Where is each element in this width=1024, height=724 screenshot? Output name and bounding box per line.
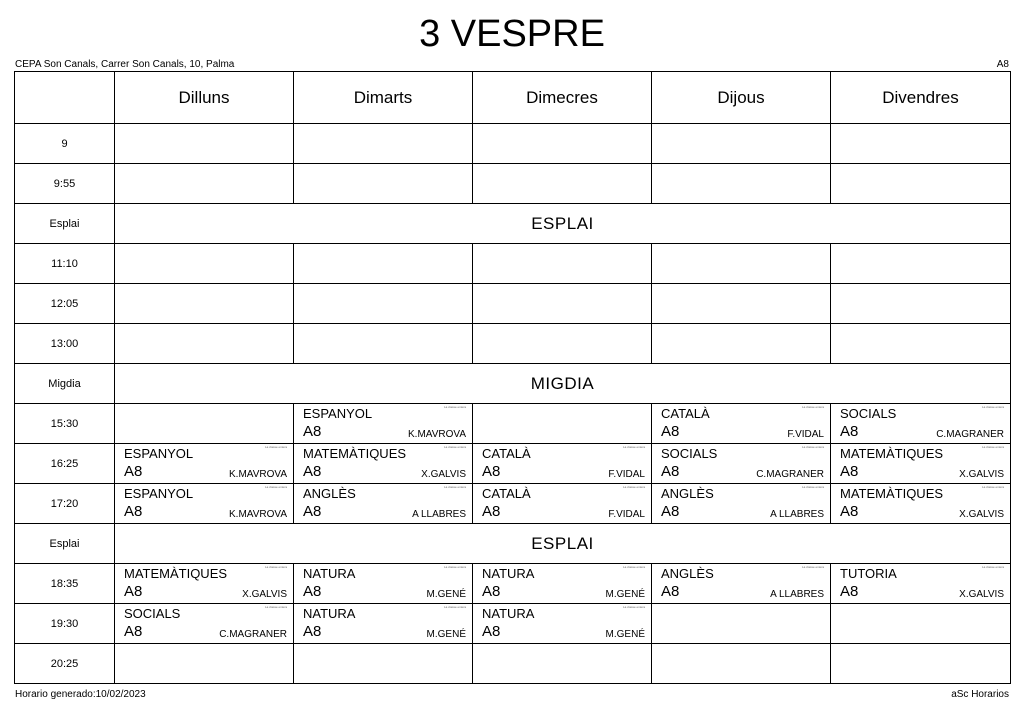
empty-cell [294,284,473,324]
lesson-subject: TUTORIA [840,566,897,581]
lesson-subject: MATEMÀTIQUES [840,486,944,501]
break-banner: ESPLAI [115,204,1011,244]
lesson-cell [115,444,294,484]
period-time: 13:00 [15,324,115,364]
lesson-cell [831,484,1011,524]
lesson-subject: SOCIALS [124,606,181,621]
empty-cell [652,244,831,284]
lesson-teacher: M.GENÉ [605,629,645,640]
period-time: 12:05 [15,284,115,324]
lesson-teacher: X.GALVIS [959,589,1004,600]
lesson-cell [115,484,294,524]
empty-cell [831,124,1011,164]
lesson-room: A8 [124,583,143,600]
lesson-note: La classe entera [264,485,287,489]
lesson-teacher: F.VIDAL [608,469,645,480]
lesson-block [115,484,293,523]
lesson-subject: SOCIALS [840,406,897,421]
period-row [15,404,1011,444]
lesson-block [294,444,472,483]
lesson-cell [473,484,652,524]
empty-cell [115,124,294,164]
lesson-block [652,444,830,483]
period-time: 11:10 [15,244,115,284]
empty-cell [473,284,652,324]
break-row [15,364,1011,404]
day-header: Dijous [652,72,831,124]
period-row [15,444,1011,484]
lesson-block [831,484,1010,523]
empty-cell [115,404,294,444]
lesson-block [294,404,472,443]
lesson-cell [115,564,294,604]
lesson-subject: MATEMÀTIQUES [840,446,944,461]
lesson-note: La classe entera [981,445,1004,449]
lesson-subject: ESPANYOL [124,486,194,501]
timetable-grid [14,71,1011,684]
lesson-cell [473,564,652,604]
lesson-block [831,444,1010,483]
lesson-room: A8 [840,423,859,440]
lesson-subject: MATEMÀTIQUES [303,446,407,461]
lesson-note: La classe entera [801,405,824,409]
lesson-teacher: X.GALVIS [242,589,287,600]
period-row [15,564,1011,604]
lesson-note: La classe entera [443,405,466,409]
lesson-cell [294,404,473,444]
lesson-subject: NATURA [482,566,535,581]
empty-cell [831,244,1011,284]
lesson-subject: NATURA [482,606,535,621]
lesson-room: A8 [661,463,680,480]
period-time: Esplai [15,204,115,244]
break-banner: ESPLAI [115,524,1011,564]
lesson-teacher: F.VIDAL [608,509,645,520]
lesson-block [115,564,293,603]
empty-cell [115,284,294,324]
lesson-note: La classe entera [981,565,1004,569]
corner-cell [15,72,115,124]
period-time: 19:30 [15,604,115,644]
period-time: Esplai [15,524,115,564]
lesson-cell [652,564,831,604]
day-header-row [15,72,1011,124]
period-row [15,124,1011,164]
lesson-room: A8 [303,503,322,520]
empty-cell [294,244,473,284]
lesson-note: La classe entera [981,405,1004,409]
empty-cell [473,644,652,684]
timetable-title: 3 VESPRE [419,13,605,55]
lesson-note: La classe entera [622,445,645,449]
lesson-teacher: M.GENÉ [605,589,645,600]
lesson-teacher: K.MAVROVA [408,429,466,440]
lesson-subject: NATURA [303,606,356,621]
lesson-note: La classe entera [801,565,824,569]
lesson-subject: ANGLÈS [661,566,714,581]
period-row [15,164,1011,204]
lesson-room: A8 [124,463,143,480]
lesson-cell [473,604,652,644]
period-row [15,244,1011,284]
empty-cell [115,164,294,204]
lesson-subject: NATURA [303,566,356,581]
empty-cell [831,284,1011,324]
lesson-teacher: A LLABRES [770,509,824,520]
lesson-room: A8 [482,503,501,520]
lesson-note: La classe entera [622,485,645,489]
period-time: 9:55 [15,164,115,204]
lesson-room: A8 [840,583,859,600]
lesson-teacher: X.GALVIS [959,509,1004,520]
lesson-teacher: K.MAVROVA [229,509,287,520]
empty-cell [115,324,294,364]
lesson-note: La classe entera [443,485,466,489]
lesson-room: A8 [303,583,322,600]
lesson-cell [831,404,1011,444]
lesson-subject: CATALÀ [661,406,710,421]
lesson-note: La classe entera [801,485,824,489]
lesson-room: A8 [482,623,501,640]
day-header: Dimecres [473,72,652,124]
period-time: 20:25 [15,644,115,684]
empty-cell [652,604,831,644]
lesson-teacher: M.GENÉ [426,589,466,600]
empty-cell [294,324,473,364]
lesson-room: A8 [482,463,501,480]
empty-cell [294,644,473,684]
period-time: 16:25 [15,444,115,484]
empty-cell [652,284,831,324]
empty-cell [294,124,473,164]
lesson-room: A8 [661,583,680,600]
break-row [15,204,1011,244]
room-code: A8 [996,59,1009,70]
lesson-block [473,564,651,603]
lesson-subject: ESPANYOL [124,446,194,461]
lesson-subject: ANGLÈS [303,486,356,501]
lesson-note: La classe entera [264,565,287,569]
period-row [15,484,1011,524]
break-row [15,524,1011,564]
lesson-subject: ESPANYOL [303,406,373,421]
lesson-room: A8 [661,423,680,440]
lesson-cell [115,604,294,644]
lesson-cell [294,484,473,524]
empty-cell [652,124,831,164]
lesson-note: La classe entera [443,445,466,449]
empty-cell [115,644,294,684]
empty-cell [652,324,831,364]
lesson-block [473,444,651,483]
lesson-room: A8 [303,463,322,480]
lesson-teacher: A LLABRES [770,589,824,600]
lesson-subject: ANGLÈS [661,486,714,501]
lesson-room: A8 [124,623,143,640]
period-time: 9 [15,124,115,164]
lesson-note: La classe entera [443,565,466,569]
lesson-note: La classe entera [264,445,287,449]
lesson-block [294,604,472,643]
lesson-block [652,484,830,523]
lesson-block [652,404,830,443]
break-banner: MIGDIA [115,364,1011,404]
period-time: 18:35 [15,564,115,604]
lesson-block [115,444,293,483]
lesson-teacher: K.MAVROVA [229,469,287,480]
lesson-block [831,564,1010,603]
lesson-room: A8 [124,503,143,520]
empty-cell [652,164,831,204]
lesson-note: La classe entera [622,565,645,569]
lesson-subject: SOCIALS [661,446,718,461]
empty-cell [473,324,652,364]
empty-cell [473,124,652,164]
lesson-note: La classe entera [622,605,645,609]
lesson-cell [831,444,1011,484]
software-credit: aSc Horarios [951,689,1009,700]
lesson-block [115,604,293,643]
lesson-note: La classe entera [264,605,287,609]
empty-cell [652,644,831,684]
lesson-room: A8 [840,503,859,520]
empty-cell [831,604,1011,644]
day-header: Divendres [831,72,1011,124]
lesson-block [652,564,830,603]
empty-cell [831,164,1011,204]
empty-cell [294,164,473,204]
empty-cell [473,244,652,284]
period-time: 15:30 [15,404,115,444]
day-header: Dilluns [115,72,294,124]
lesson-cell [294,564,473,604]
lesson-room: A8 [303,423,322,440]
period-row [15,324,1011,364]
lesson-teacher: X.GALVIS [959,469,1004,480]
period-time: Migdia [15,364,115,404]
day-header: Dimarts [294,72,473,124]
lesson-teacher: C.MAGRANER [219,629,287,640]
lesson-cell [652,404,831,444]
lesson-subject: CATALÀ [482,446,531,461]
lesson-subject: MATEMÀTIQUES [124,566,228,581]
lesson-block [294,484,472,523]
lesson-room: A8 [840,463,859,480]
lesson-block [294,564,472,603]
period-time: 17:20 [15,484,115,524]
lesson-note: La classe entera [981,485,1004,489]
lesson-subject: CATALÀ [482,486,531,501]
empty-cell [831,644,1011,684]
lesson-teacher: M.GENÉ [426,629,466,640]
empty-cell [473,164,652,204]
empty-cell [831,324,1011,364]
lesson-block [831,404,1010,443]
lesson-teacher: X.GALVIS [421,469,466,480]
lesson-note: La classe entera [443,605,466,609]
lesson-block [473,604,651,643]
lesson-teacher: A LLABRES [412,509,466,520]
period-row [15,644,1011,684]
generated-date: Horario generado:10/02/2023 [15,689,146,700]
school-name: CEPA Son Canals, Carrer Son Canals, 10, Palma [15,59,235,70]
lesson-room: A8 [661,503,680,520]
lesson-teacher: C.MAGRANER [756,469,824,480]
lesson-cell [652,484,831,524]
period-row [15,284,1011,324]
lesson-cell [652,444,831,484]
lesson-cell [294,444,473,484]
lesson-teacher: F.VIDAL [787,429,824,440]
lesson-cell [294,604,473,644]
lesson-block [473,484,651,523]
lesson-note: La classe entera [801,445,824,449]
period-row [15,604,1011,644]
lesson-room: A8 [303,623,322,640]
empty-cell [115,244,294,284]
lesson-teacher: C.MAGRANER [936,429,1004,440]
empty-cell [473,404,652,444]
lesson-room: A8 [482,583,501,600]
lesson-cell [473,444,652,484]
lesson-cell [831,564,1011,604]
